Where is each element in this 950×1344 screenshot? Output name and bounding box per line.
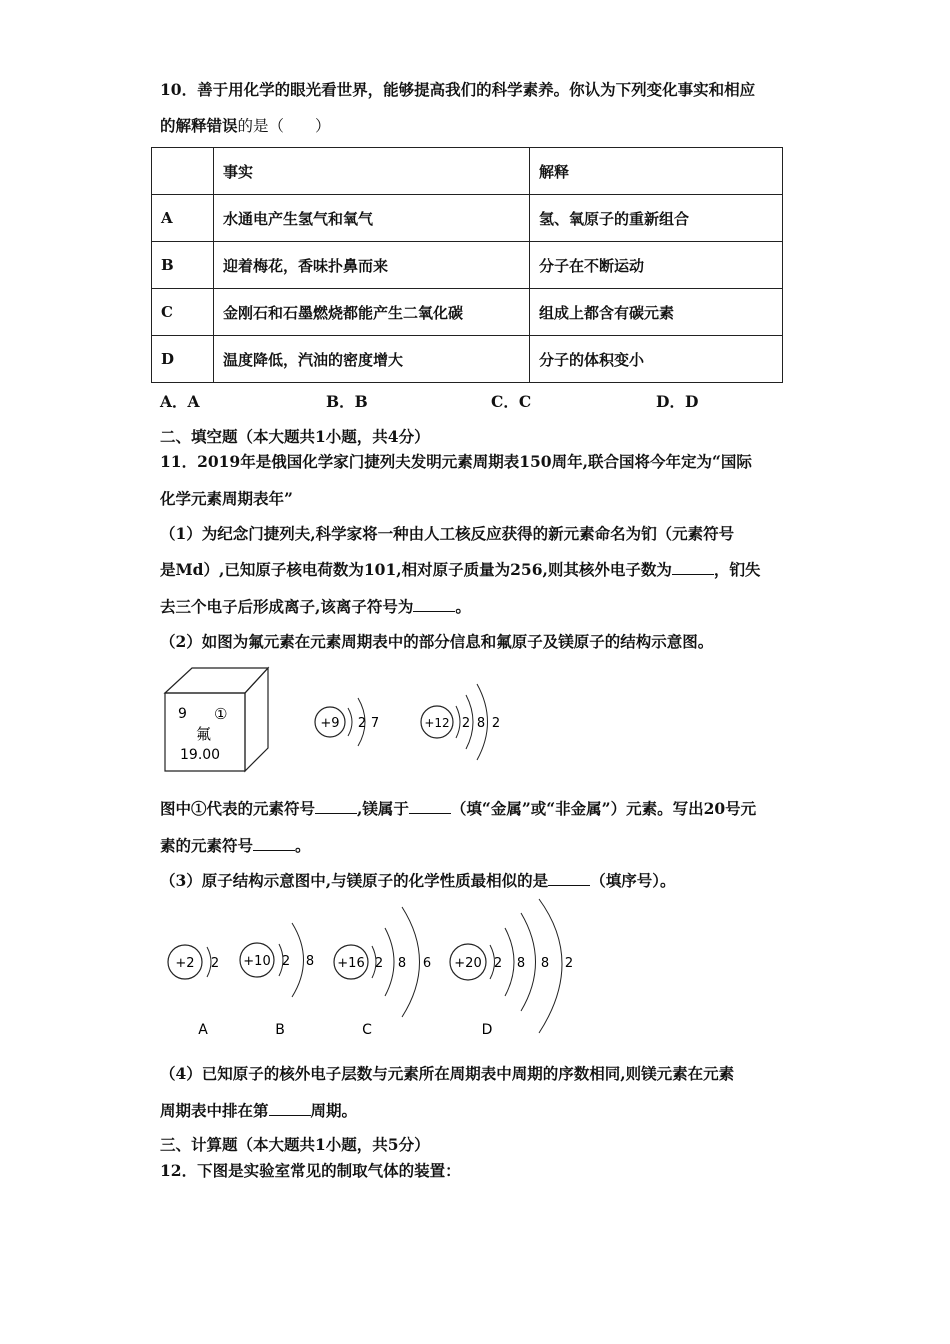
q11-part1-line3 [160,595,471,617]
fluorine-magnesium-figure [150,660,530,780]
element-name: 氟 [196,725,212,743]
table-cell: B [152,242,214,289]
q11-part4-text-b: 周期。 [310,1101,358,1120]
q10-stem-end: 的是（ ） [237,117,331,135]
atom-diagram-b [240,923,314,1038]
element-atomic-mass: 19.00 [180,747,221,763]
option-a[interactable]: A．A [160,392,200,411]
atom-diagram-c [334,907,431,1038]
nucleus-charge: +10 [243,954,271,969]
q11-part2-text-e: 。 [295,836,311,855]
q11-part2-text-d: 素的元素符号 [160,836,254,855]
option-label: A [198,1022,208,1038]
q10-emphasis: 的解释错误 [160,116,238,135]
table-cell: 金刚石和石墨燃烧都能产生二氧化碳 [214,289,530,336]
atom-diagram-a [168,945,219,1038]
table-cell: 迎着梅花，香味扑鼻而来 [214,242,530,289]
element-atomic-number: 9 [178,706,187,722]
q11-part2-text-a: 图中①代表的元素符号 [160,799,316,818]
q11-part2-line1: （2）如图为氟元素在元素周期表中的部分信息和氟原子及镁原子的结构示意图。 [160,632,714,651]
q11-part2-text-b: ,镁属于 [357,799,409,818]
shell-electrons: 2 [210,956,220,971]
table-cell: 氢、氧原子的重新组合 [530,195,783,242]
shell-electrons: 6 [422,956,432,971]
q11-part2-question-line2 [160,834,311,856]
element-symbol-marker: ① [214,705,228,723]
nucleus-charge: +12 [424,716,450,730]
table-header-cell: 解释 [530,148,783,195]
shell-electrons: 2 [357,716,367,731]
section-3-heading: 三、计算题（本大题共1小题，共5分） [160,1135,430,1154]
atom-diagram-d [450,899,573,1038]
table-cell: A [152,195,214,242]
q11-part4-text-a: 周期表中排在第 [160,1101,269,1120]
answer-blank-element-20[interactable] [253,836,295,851]
table-row [152,242,783,289]
option-label: B [275,1022,285,1038]
answer-blank-symbol-1[interactable] [315,799,357,814]
q11-part1-text-b: ，钔失 [713,560,761,579]
nucleus-charge: +16 [337,956,365,971]
nucleus-charge: +9 [320,716,340,731]
answer-blank-similar-atom[interactable] [548,871,590,886]
q11-part3-line [160,869,675,891]
shell-electrons: 8 [305,954,315,969]
q11-part2-question-line1 [160,797,756,819]
q11-part1-line1: （1）为纪念门捷列夫,科学家将一种由人工核反应获得的新元素命名为钔（元素符号 [160,524,735,543]
magnesium-atom-diagram [421,684,500,760]
shell-electrons: 2 [493,956,503,971]
q11-part3-text-b: （填序号）。 [590,871,676,890]
option-label: C [362,1022,372,1038]
q10-line2 [160,114,331,136]
option-c[interactable]: C．C [491,392,532,411]
q11-part1-line2 [160,558,760,580]
shell-electrons: 8 [397,956,407,971]
shell-electrons: 2 [461,716,471,731]
shell-electrons: 2 [374,956,384,971]
option-d[interactable]: D．D [656,392,699,411]
shell-electrons: 2 [564,956,574,971]
q11-part4-line1: （4）已知原子的核外电子层数与元素所在周期表中周期的序数相同,则镁元素在元素 [160,1064,735,1083]
table-cell: C [152,289,214,336]
table-header-cell [152,148,214,195]
answer-blank-period[interactable] [269,1101,311,1116]
answer-blank-ion-symbol[interactable] [413,597,455,612]
section-2-heading: 二、填空题（本大题共1小题，共4分） [160,427,430,446]
table-cell: 温度降低，汽油的密度增大 [214,336,530,383]
shell-electrons: 2 [491,716,501,731]
table-row [152,336,783,383]
q11-part1-text-d: 。 [455,597,471,616]
nucleus-charge: +2 [175,956,195,971]
table-row [152,195,783,242]
shell-electrons: 8 [516,956,526,971]
atom-structure-options-figure [155,895,595,1045]
nucleus-charge: +20 [454,956,482,971]
shell-electrons: 2 [281,954,291,969]
shell-electrons: 8 [476,716,486,731]
q11-line2: 化学元素周期表年” [160,489,293,508]
table-header-row [152,148,783,195]
q11-line1: 11．2019年是俄国化学家门捷列夫发明元素周期表150周年,联合国将今年定为“国际 [160,452,752,471]
option-label: D [481,1022,493,1038]
table-header-cell: 事实 [214,148,530,195]
shell-electrons: 8 [540,956,550,971]
option-b[interactable]: B．B [326,392,368,411]
table-cell: 水通电产生氢气和氧气 [214,195,530,242]
q11-part1-text-a: 是Md）,已知原子核电荷数为101,相对原子质量为256,则其核外电子数为 [160,560,672,579]
answer-blank-metal[interactable] [409,799,451,814]
q12-line1: 12．下图是实验室常见的制取气体的装置： [160,1161,461,1180]
table-cell: 分子的体积变小 [530,336,783,383]
q11-part4-line2 [160,1099,357,1121]
q10-table [151,147,783,383]
table-row [152,289,783,336]
q11-part2-text-c: （填“金属”或“非金属”）元素。写出20号元 [450,799,757,818]
table-cell: 组成上都含有碳元素 [530,289,783,336]
table-cell: 分子在不断运动 [530,242,783,289]
fluorine-atom-diagram [315,698,379,746]
q10-line1: 10．善于用化学的眼光看世界，能够提高我们的科学素养。你认为下列变化事实和相应 [160,80,756,99]
q11-part1-text-c: 去三个电子后形成离子,该离子符号为 [160,597,414,616]
shell-electrons: 7 [370,716,380,731]
q11-part3-text-a: （3）原子结构示意图中,与镁原子的化学性质最相似的是 [160,871,549,890]
table-cell: D [152,336,214,383]
answer-blank-electrons[interactable] [672,560,714,575]
